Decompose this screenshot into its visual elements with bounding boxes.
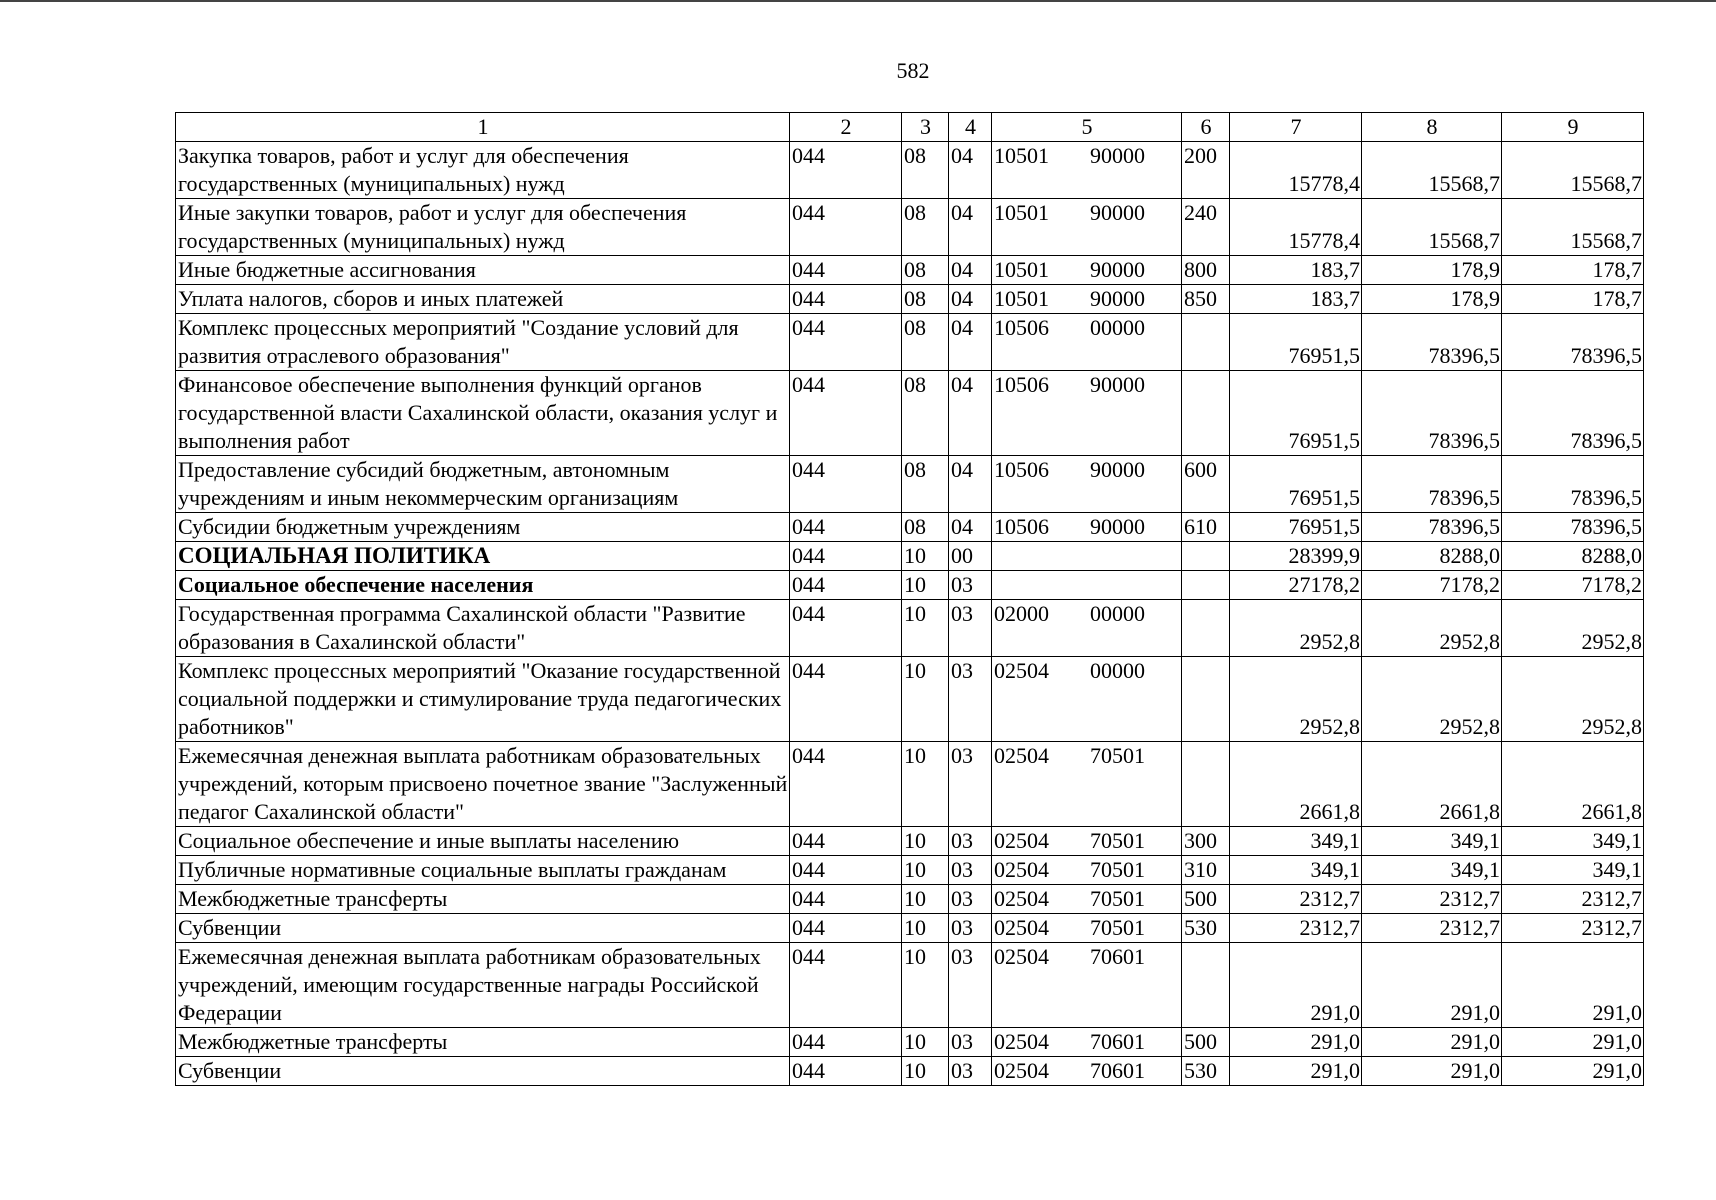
cell-col8: 2661,8 [1362, 742, 1502, 827]
cell-col2: 044 [790, 199, 902, 256]
page-number: 582 [896, 58, 930, 83]
cell-col8: 291,0 [1362, 1057, 1502, 1086]
cell-col2: 044 [790, 914, 902, 943]
cell-col7: 291,0 [1230, 1028, 1362, 1057]
cell-col6: 200 [1182, 142, 1230, 199]
cell-col5-part1: 02504 [994, 828, 1049, 853]
table-row [176, 542, 1644, 571]
table-row [176, 943, 1644, 1028]
cell-col5-part2: 70601 [1090, 1058, 1145, 1083]
cell-col4: 03 [949, 856, 992, 885]
cell-col5-part2: 00000 [1090, 601, 1145, 626]
cell-col5 [992, 199, 1182, 256]
cell-col5-part1: 10501 [994, 257, 1049, 282]
cell-name: Иные бюджетные ассигнования [176, 256, 790, 285]
cell-name: Субвенции [176, 1057, 790, 1086]
cell-col5 [992, 371, 1182, 456]
cell-col6: 310 [1182, 856, 1230, 885]
cell-col5 [992, 571, 1182, 600]
cell-col5-part2: 90000 [1090, 457, 1145, 482]
cell-col9: 78396,5 [1502, 314, 1644, 371]
cell-col5-part2: 90000 [1090, 372, 1145, 397]
cell-col4: 03 [949, 1057, 992, 1086]
cell-col3: 10 [902, 943, 949, 1028]
cell-col6: 600 [1182, 456, 1230, 513]
cell-col2: 044 [790, 742, 902, 827]
cell-col6: 800 [1182, 256, 1230, 285]
col-header-8: 8 [1362, 113, 1502, 142]
cell-col9: 2952,8 [1502, 657, 1644, 742]
cell-col3: 10 [902, 542, 949, 571]
cell-col7: 15778,4 [1230, 142, 1362, 199]
cell-col2: 044 [790, 142, 902, 199]
table-row [176, 371, 1644, 456]
cell-col5-part1: 02504 [994, 944, 1049, 969]
cell-col8: 178,9 [1362, 285, 1502, 314]
cell-col4: 03 [949, 943, 992, 1028]
cell-col6 [1182, 742, 1230, 827]
cell-col5-part2: 70501 [1090, 886, 1145, 911]
cell-col5 [992, 256, 1182, 285]
cell-name: Социальное обеспечение населения [176, 571, 790, 600]
cell-col6: 240 [1182, 199, 1230, 256]
cell-col5-part2: 90000 [1090, 200, 1145, 225]
cell-col8: 349,1 [1362, 827, 1502, 856]
cell-col5-part1: 10501 [994, 143, 1049, 168]
table-row [176, 199, 1644, 256]
cell-col5 [992, 456, 1182, 513]
cell-col5 [992, 856, 1182, 885]
cell-col5 [992, 285, 1182, 314]
cell-name: Социальное обеспечение и иные выплаты населению [176, 827, 790, 856]
cell-name: Ежемесячная денежная выплата работникам образовательных учреждений, которым присвоено почетное звание "Заслуженный педагог Сахалинской области" [176, 742, 790, 827]
cell-name: Межбюджетные трансферты [176, 885, 790, 914]
table-row [176, 600, 1644, 657]
cell-col5-part1: 10506 [994, 315, 1049, 340]
cell-col5 [992, 657, 1182, 742]
cell-name: Государственная программа Сахалинской области "Развитие образования в Сахалинской области" [176, 600, 790, 657]
cell-col3: 08 [902, 456, 949, 513]
cell-col5-part1: 02504 [994, 915, 1049, 940]
cell-col6 [1182, 571, 1230, 600]
cell-col5-part1: 10506 [994, 372, 1049, 397]
cell-col5-part1: 02504 [994, 1029, 1049, 1054]
cell-name: Ежемесячная денежная выплата работникам образовательных учреждений, имеющим государственные награды Российской Федерации [176, 943, 790, 1028]
cell-name: СОЦИАЛЬНАЯ ПОЛИТИКА [176, 542, 790, 571]
cell-col5 [992, 1057, 1182, 1086]
cell-col7: 2952,8 [1230, 600, 1362, 657]
cell-col3: 10 [902, 600, 949, 657]
cell-col4: 03 [949, 914, 992, 943]
cell-col5-part1: 10506 [994, 514, 1049, 539]
cell-col4: 03 [949, 742, 992, 827]
header-row [176, 113, 1644, 142]
cell-col9: 178,7 [1502, 285, 1644, 314]
cell-col4: 04 [949, 256, 992, 285]
cell-col7: 76951,5 [1230, 371, 1362, 456]
cell-col4: 03 [949, 657, 992, 742]
cell-col9: 349,1 [1502, 856, 1644, 885]
cell-col5-part2: 70501 [1090, 743, 1145, 768]
cell-col9: 2312,7 [1502, 885, 1644, 914]
cell-col4: 04 [949, 314, 992, 371]
cell-col4: 00 [949, 542, 992, 571]
cell-col7: 2661,8 [1230, 742, 1362, 827]
col-header-1: 1 [176, 113, 790, 142]
cell-col8: 349,1 [1362, 856, 1502, 885]
cell-col3: 10 [902, 742, 949, 827]
cell-col8: 15568,7 [1362, 199, 1502, 256]
scan-top-rule [0, 0, 1716, 2]
cell-col3: 08 [902, 513, 949, 542]
cell-col3: 10 [902, 571, 949, 600]
cell-col9: 2661,8 [1502, 742, 1644, 827]
cell-name: Финансовое обеспечение выполнения функций органов государственной власти Сахалинской области, оказания услуг и выполнения работ [176, 371, 790, 456]
cell-col3: 10 [902, 914, 949, 943]
cell-col5 [992, 914, 1182, 943]
cell-name: Субвенции [176, 914, 790, 943]
cell-col3: 10 [902, 657, 949, 742]
cell-col4: 04 [949, 513, 992, 542]
cell-col4: 03 [949, 827, 992, 856]
cell-col7: 349,1 [1230, 827, 1362, 856]
cell-col7: 183,7 [1230, 256, 1362, 285]
cell-col5-part1: 02504 [994, 857, 1049, 882]
cell-col6: 500 [1182, 885, 1230, 914]
cell-col4: 03 [949, 1028, 992, 1057]
cell-col3: 08 [902, 285, 949, 314]
table-row [176, 742, 1644, 827]
table-row [176, 1057, 1644, 1086]
cell-col7: 28399,9 [1230, 542, 1362, 571]
cell-name: Закупка товаров, работ и услуг для обеспечения государственных (муниципальных) нужд [176, 142, 790, 199]
cell-col7: 2952,8 [1230, 657, 1362, 742]
cell-col7: 15778,4 [1230, 199, 1362, 256]
cell-col4: 03 [949, 885, 992, 914]
cell-col3: 10 [902, 1057, 949, 1086]
cell-col4: 04 [949, 371, 992, 456]
cell-col3: 10 [902, 1028, 949, 1057]
cell-col5-part2: 70501 [1090, 857, 1145, 882]
cell-name: Межбюджетные трансферты [176, 1028, 790, 1057]
cell-col5-part2: 00000 [1090, 658, 1145, 683]
cell-col5-part1: 10506 [994, 457, 1049, 482]
table-body [176, 142, 1644, 1086]
table-row [176, 856, 1644, 885]
table-row [176, 256, 1644, 285]
cell-col5-part2: 00000 [1090, 315, 1145, 340]
cell-col5 [992, 513, 1182, 542]
cell-col2: 044 [790, 657, 902, 742]
cell-col6 [1182, 657, 1230, 742]
cell-col2: 044 [790, 314, 902, 371]
cell-col7: 349,1 [1230, 856, 1362, 885]
cell-col5-part2: 90000 [1090, 143, 1145, 168]
cell-col5-part1: 10501 [994, 200, 1049, 225]
cell-col5 [992, 314, 1182, 371]
cell-col2: 044 [790, 827, 902, 856]
cell-col9: 78396,5 [1502, 456, 1644, 513]
cell-col5-part1: 02000 [994, 601, 1049, 626]
cell-col6: 530 [1182, 1057, 1230, 1086]
cell-col6: 500 [1182, 1028, 1230, 1057]
cell-col5-part1: 02504 [994, 743, 1049, 768]
cell-col9: 7178,2 [1502, 571, 1644, 600]
cell-col4: 03 [949, 571, 992, 600]
cell-col7: 291,0 [1230, 1057, 1362, 1086]
cell-col8: 78396,5 [1362, 371, 1502, 456]
cell-name: Публичные нормативные социальные выплаты гражданам [176, 856, 790, 885]
cell-col4: 04 [949, 199, 992, 256]
cell-col5-part1: 02504 [994, 658, 1049, 683]
cell-col3: 08 [902, 199, 949, 256]
cell-col7: 2312,7 [1230, 885, 1362, 914]
cell-col9: 291,0 [1502, 1057, 1644, 1086]
cell-col9: 349,1 [1502, 827, 1644, 856]
cell-col2: 044 [790, 1028, 902, 1057]
cell-col2: 044 [790, 1057, 902, 1086]
col-header-6: 6 [1182, 113, 1230, 142]
cell-col4: 04 [949, 142, 992, 199]
cell-col8: 2312,7 [1362, 914, 1502, 943]
cell-col5-part1: 02504 [994, 886, 1049, 911]
table-row [176, 142, 1644, 199]
cell-col6 [1182, 600, 1230, 657]
cell-col9: 15568,7 [1502, 142, 1644, 199]
cell-col3: 08 [902, 256, 949, 285]
cell-col9: 78396,5 [1502, 513, 1644, 542]
cell-col6: 610 [1182, 513, 1230, 542]
cell-col7: 76951,5 [1230, 456, 1362, 513]
table-row [176, 1028, 1644, 1057]
cell-col5-part1: 10501 [994, 286, 1049, 311]
col-header-5: 5 [992, 113, 1182, 142]
cell-col8: 8288,0 [1362, 542, 1502, 571]
cell-col7: 76951,5 [1230, 513, 1362, 542]
cell-col8: 291,0 [1362, 943, 1502, 1028]
cell-col2: 044 [790, 600, 902, 657]
cell-col3: 10 [902, 885, 949, 914]
col-header-3: 3 [902, 113, 949, 142]
cell-col5 [992, 600, 1182, 657]
table-row [176, 914, 1644, 943]
table-row [176, 827, 1644, 856]
table-row [176, 314, 1644, 371]
cell-col9: 2952,8 [1502, 600, 1644, 657]
cell-col5-part2: 70501 [1090, 915, 1145, 940]
cell-col9: 15568,7 [1502, 199, 1644, 256]
cell-name: Иные закупки товаров, работ и услуг для обеспечения государственных (муниципальных) нужд [176, 199, 790, 256]
cell-col6 [1182, 314, 1230, 371]
cell-col9: 2312,7 [1502, 914, 1644, 943]
cell-col6: 300 [1182, 827, 1230, 856]
cell-col2: 044 [790, 285, 902, 314]
cell-col9: 78396,5 [1502, 371, 1644, 456]
cell-col5 [992, 142, 1182, 199]
cell-col8: 78396,5 [1362, 513, 1502, 542]
table-row [176, 885, 1644, 914]
cell-col2: 044 [790, 943, 902, 1028]
cell-col3: 10 [902, 856, 949, 885]
cell-col8: 15568,7 [1362, 142, 1502, 199]
table-row [176, 571, 1644, 600]
cell-col5 [992, 827, 1182, 856]
cell-col6 [1182, 943, 1230, 1028]
cell-name: Предоставление субсидий бюджетным, автономным учреждениям и иным некоммерческим организациям [176, 456, 790, 513]
cell-col2: 044 [790, 371, 902, 456]
cell-col5-part2: 70601 [1090, 1029, 1145, 1054]
cell-col4: 04 [949, 456, 992, 513]
cell-col8: 78396,5 [1362, 456, 1502, 513]
col-header-2: 2 [790, 113, 902, 142]
table-row [176, 456, 1644, 513]
cell-col8: 2952,8 [1362, 600, 1502, 657]
cell-col5-part2: 90000 [1090, 257, 1145, 282]
table-row [176, 657, 1644, 742]
cell-col2: 044 [790, 856, 902, 885]
cell-col6 [1182, 542, 1230, 571]
cell-col2: 044 [790, 513, 902, 542]
cell-col5-part2: 70501 [1090, 828, 1145, 853]
cell-col8: 7178,2 [1362, 571, 1502, 600]
cell-name: Комплекс процессных мероприятий "Создание условий для развития отраслевого образования" [176, 314, 790, 371]
cell-col2: 044 [790, 885, 902, 914]
cell-col5 [992, 885, 1182, 914]
cell-name: Субсидии бюджетным учреждениям [176, 513, 790, 542]
cell-col9: 178,7 [1502, 256, 1644, 285]
cell-col5-part1: 02504 [994, 1058, 1049, 1083]
cell-col2: 044 [790, 571, 902, 600]
cell-col5 [992, 542, 1182, 571]
cell-col8: 178,9 [1362, 256, 1502, 285]
cell-col3: 08 [902, 371, 949, 456]
cell-col7: 27178,2 [1230, 571, 1362, 600]
cell-col8: 2952,8 [1362, 657, 1502, 742]
cell-col2: 044 [790, 542, 902, 571]
cell-col6: 850 [1182, 285, 1230, 314]
cell-col7: 291,0 [1230, 943, 1362, 1028]
cell-col7: 2312,7 [1230, 914, 1362, 943]
cell-col7: 183,7 [1230, 285, 1362, 314]
cell-col3: 08 [902, 314, 949, 371]
cell-col5 [992, 943, 1182, 1028]
cell-col5-part2: 90000 [1090, 514, 1145, 539]
budget-table [175, 112, 1644, 1086]
table-row [176, 285, 1644, 314]
col-header-4: 4 [949, 113, 992, 142]
cell-col8: 78396,5 [1362, 314, 1502, 371]
cell-name: Уплата налогов, сборов и иных платежей [176, 285, 790, 314]
cell-col9: 8288,0 [1502, 542, 1644, 571]
table-row [176, 513, 1644, 542]
cell-col4: 04 [949, 285, 992, 314]
cell-col5-part2: 70601 [1090, 944, 1145, 969]
cell-col2: 044 [790, 256, 902, 285]
cell-col6 [1182, 371, 1230, 456]
cell-col3: 10 [902, 827, 949, 856]
cell-col5 [992, 742, 1182, 827]
col-header-9: 9 [1502, 113, 1644, 142]
cell-col5 [992, 1028, 1182, 1057]
cell-col2: 044 [790, 456, 902, 513]
col-header-7: 7 [1230, 113, 1362, 142]
cell-col4: 03 [949, 600, 992, 657]
cell-col3: 08 [902, 142, 949, 199]
cell-col9: 291,0 [1502, 943, 1644, 1028]
cell-name: Комплекс процессных мероприятий "Оказание государственной социальной поддержки и стимулирование труда педагогических работников" [176, 657, 790, 742]
cell-col9: 291,0 [1502, 1028, 1644, 1057]
cell-col7: 76951,5 [1230, 314, 1362, 371]
cell-col5-part2: 90000 [1090, 286, 1145, 311]
cell-col8: 291,0 [1362, 1028, 1502, 1057]
cell-col6: 530 [1182, 914, 1230, 943]
cell-col8: 2312,7 [1362, 885, 1502, 914]
